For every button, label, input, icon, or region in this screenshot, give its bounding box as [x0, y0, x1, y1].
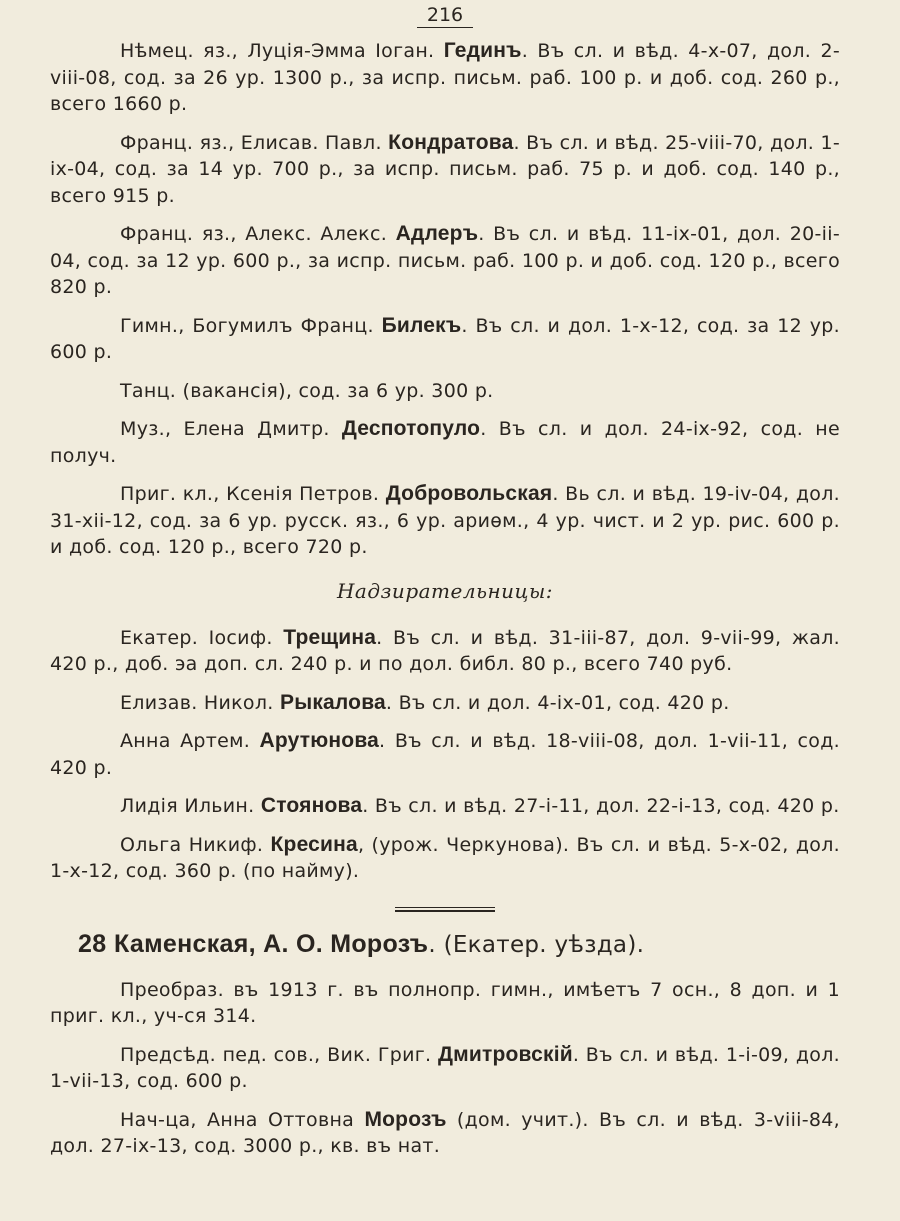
staff-entry: [50, 690, 840, 717]
entry-text: Преобраз. въ 1913 г. въ полнопр. гимн., имѣетъ 7 осн., 8 доп. и 1 приг. кл., уч-ся 314.: [50, 978, 840, 1027]
person-surname: Адлеръ: [395, 222, 479, 245]
entry-details: . Въ сл. и вѣд. 11-ix-01, дол. 20-ii-04, сод. за 12 ур. 600 р., за испр. письм. раб. 100 р. и доб. сод. 120 р., всего 820 р.: [50, 223, 840, 298]
entry-details: . Вь сл. и вѣд. 19-iv-04, дол. 31-xii-12, сод. за 6 ур. русск. яз., 6 ур. ариѳм., 4 ур. чист. и 2 ур. рис. 600 р. и доб. сод. 120 р., всего 720 р.: [50, 483, 840, 558]
entry-text: Муз., Елена Дмитр.: [120, 418, 342, 440]
staff-list-teachers: [50, 38, 840, 561]
school-district: . (Екатер. уѣзда).: [428, 931, 645, 958]
entry-text: Анна Артем.: [120, 730, 260, 752]
entry-text: Нѣмец. яз., Луція-Эмма Іоган.: [120, 40, 444, 62]
staff-entry: [50, 130, 840, 210]
person-surname: Рыкалова: [279, 690, 386, 714]
entry-details: . Въ сл. и вѣд. 31-iii-87, дол. 9-vii-99, жал. 420 р., доб. эа доп. сл. 240 р. и по дол. библ. 80 р., всего 740 руб.: [50, 626, 840, 675]
staff-entry: [50, 1042, 840, 1095]
person-surname: Билекъ: [381, 313, 462, 337]
entry-details: . Въ сл. и вѣд. 18-viii-08, дол. 1-vii-11, сод. 420 р.: [50, 730, 840, 779]
staff-entry: [50, 1107, 840, 1160]
entry-text: Франц. яз., Алекс. Алекс.: [120, 223, 396, 245]
entry-text: Танц. (вакансія), сод. за 6 ур. 300 р.: [120, 379, 494, 402]
entry-details: . Въ сл. и дол. 24-ix-92, сод. не получ.: [50, 418, 840, 467]
staff-entry: [50, 728, 840, 781]
school-number: 28: [78, 929, 107, 958]
person-surname: Деспотопуло: [341, 417, 481, 440]
staff-entry: [50, 378, 840, 405]
staff-entry: [50, 625, 840, 678]
staff-entry: [50, 832, 840, 885]
staff-entry: [50, 793, 840, 820]
person-surname: Стоянова: [260, 794, 363, 817]
staff-entry: [50, 313, 840, 366]
entry-text: Предсѣд. пед. сов., Вик. Григ.: [120, 1043, 438, 1066]
person-surname: Гединъ: [443, 39, 522, 62]
entry-details: . Въ сл. и вѣд. 4-х-07, дол. 2-viii-08, сод. за 26 ур. 1300 р., за испр. письм. раб. 100 р. и доб. сод. 260 р., всего 1660 р.: [50, 40, 841, 115]
person-surname: Дмитровскій: [437, 1042, 573, 1066]
entry-details: . Въ сл. и вѣд. 1-i-09, дол. 1-vii-13, сод. 600 р.: [50, 1043, 840, 1092]
staff-entry: [50, 416, 840, 469]
entry-details: . Въ сл. и вѣд. 27-i-11, дол. 22-i-13, сод. 420 р.: [362, 795, 840, 817]
entry-details: , (урож. Черкунова). Въ сл. и вѣд. 5-х-02, дол. 1-х-12, сод. 360 р. (по найму).: [50, 833, 840, 882]
entry-text: Гимн., Богумилъ Франц.: [120, 314, 382, 337]
entry-text: Нач-ца, Анна Оттовна: [120, 1108, 365, 1131]
section-title: Надзирательницы:: [336, 578, 554, 603]
person-surname: Арутюнова: [259, 729, 380, 752]
entry-text: Елизав. Никол.: [120, 691, 280, 714]
entry-details: (дом. учит.). Въ сл. и вѣд. 3-viii-84, дол. 27-ix-13, сод. 3000 р., кв. въ нат.: [50, 1108, 840, 1157]
staff-entry: [50, 38, 840, 118]
entry-text: Екатер. Іосиф.: [120, 626, 284, 649]
staff-list-school-28: [50, 977, 840, 1160]
entry-details: . Въ сл. и вѣд. 25-viii-70, дол. 1-ix-04, сод. за 14 ур. 700 р., за испр. письм. раб. 75 р. и доб. сод. 140 р., всего 915 р.: [50, 131, 840, 207]
person-surname: Трещина: [283, 625, 377, 649]
entry-details: . Въ сл. и дол. 4-ix-01, сод. 420 р.: [385, 691, 730, 714]
staff-entry: [50, 221, 840, 301]
staff-entry: [50, 481, 840, 561]
staff-list-supervisors: [50, 625, 840, 885]
entry-text: Лидія Ильин.: [120, 795, 261, 817]
entry-text: Франц. яз., Елисав. Павл.: [120, 131, 389, 154]
person-surname: Кондратова: [388, 130, 514, 154]
entry-text: Приг. кл., Ксенія Петров.: [120, 483, 386, 505]
entry-details: . Въ сл. и дол. 1-х-12, сод. за 12 ур. 600 р.: [50, 314, 840, 363]
page-number: 216: [50, 4, 840, 28]
person-surname: Добровольская: [385, 482, 553, 505]
section-divider: [395, 907, 495, 912]
person-surname: Морозъ: [364, 1107, 447, 1131]
person-surname: Кресина: [270, 832, 358, 856]
document-page: [50, 0, 840, 1160]
staff-entry: [50, 977, 840, 1030]
entry-text: Ольга Никиф.: [120, 833, 271, 856]
school-name: Каменская, А. О. Морозъ: [114, 929, 429, 958]
school-heading: [78, 930, 840, 959]
